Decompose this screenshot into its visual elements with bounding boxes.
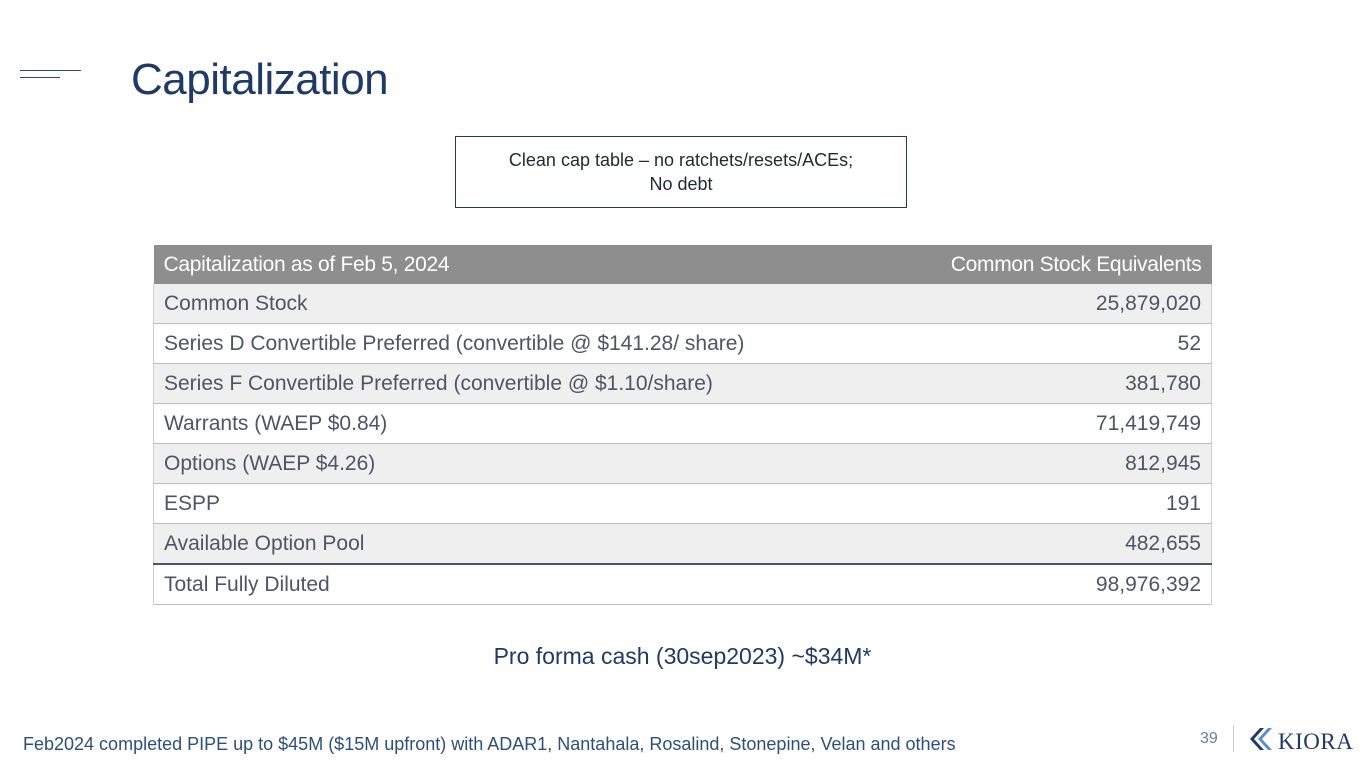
logo-text: KIORA <box>1278 728 1354 754</box>
title-accent-line <box>20 70 81 71</box>
table-row <box>154 524 1212 565</box>
table-row <box>154 444 1212 484</box>
row-value: 25,879,020 <box>883 284 1212 324</box>
row-label: Available Option Pool <box>154 524 883 565</box>
total-label: Total Fully Diluted <box>154 564 883 605</box>
row-label: ESPP <box>154 484 883 524</box>
proforma-cash-note: Pro forma cash (30sep2023) ~$34M* <box>493 643 872 669</box>
row-value: 191 <box>883 484 1212 524</box>
row-value: 71,419,749 <box>883 404 1212 444</box>
table-row <box>154 364 1212 404</box>
row-value: 812,945 <box>883 444 1212 484</box>
row-label: Warrants (WAEP $0.84) <box>154 404 883 444</box>
table-row <box>154 484 1212 524</box>
callout-box <box>455 136 907 208</box>
page-number: 39 <box>1200 730 1218 747</box>
table-header-row <box>154 245 1212 284</box>
total-row <box>154 564 1212 605</box>
total-value: 98,976,392 <box>883 564 1212 605</box>
header-capitalization: Capitalization as of Feb 5, 2024 <box>154 245 883 284</box>
footer-divider <box>1233 725 1234 752</box>
capitalization-table <box>153 245 1212 605</box>
row-label: Series D Convertible Preferred (convertible @ $141.28/ share) <box>154 324 883 364</box>
row-value: 482,655 <box>883 524 1212 565</box>
row-label: Common Stock <box>154 284 883 324</box>
company-logo <box>1248 727 1353 756</box>
row-value: 381,780 <box>883 364 1212 404</box>
table-row <box>154 284 1212 324</box>
row-value: 52 <box>883 324 1212 364</box>
footnote: Feb2024 completed PIPE up to $45M ($15M upfront) with ADAR1, Nantahala, Rosalind, Stonepine, Velan and others <box>23 734 956 754</box>
title-accent-line-short <box>20 77 60 78</box>
header-common-stock-equivalents: Common Stock Equivalents <box>883 245 1212 284</box>
table-row <box>154 324 1212 364</box>
table-row <box>154 404 1212 444</box>
kiora-chevron-logo-icon <box>1248 727 1274 756</box>
row-label: Options (WAEP $4.26) <box>154 444 883 484</box>
page-title: Capitalization <box>131 55 389 104</box>
callout-line-1: Clean cap table – no ratchets/resets/ACEs; <box>508 150 854 170</box>
callout-line-2: No debt <box>649 174 713 194</box>
row-label: Series F Convertible Preferred (convertible @ $1.10/share) <box>154 364 883 404</box>
